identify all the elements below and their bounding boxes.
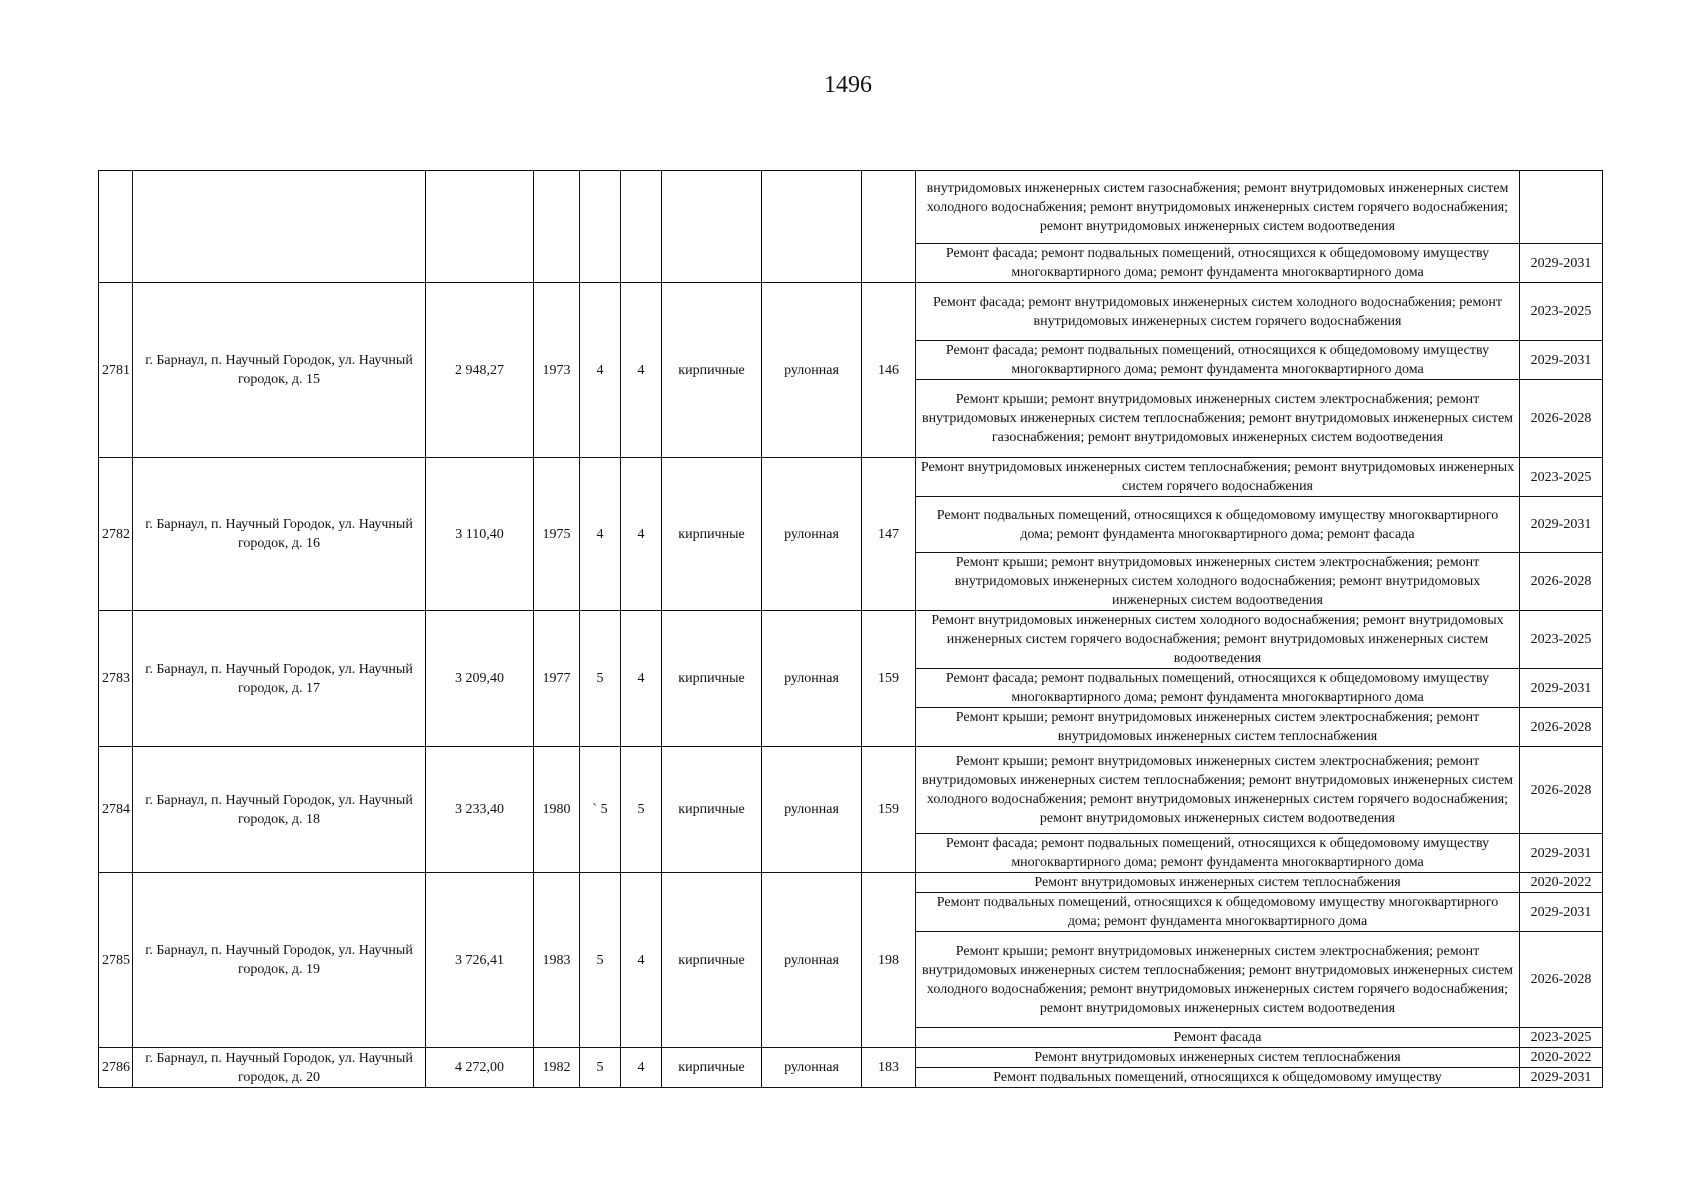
wall-material: кирпичные — [662, 747, 762, 873]
table-row — [99, 1048, 1603, 1068]
work-description: Ремонт внутридомовых инженерных систем холодного водоснабжения; ремонт внутридомовых инженерных систем горячего водоснабжения; ремонт внутридомовых инженерных систем водоотведения — [916, 611, 1520, 669]
roof-type: рулонная — [762, 283, 862, 458]
residents: 146 — [862, 283, 916, 458]
row-number: 2783 — [99, 611, 133, 747]
work-period: 2029-2031 — [1520, 497, 1603, 553]
roof-type: рулонная — [762, 458, 862, 611]
work-description: Ремонт фасада — [916, 1028, 1520, 1048]
build-year: 1975 — [534, 458, 580, 611]
floors-cell — [580, 171, 621, 283]
entrances-cell — [621, 171, 662, 283]
table-row — [99, 747, 1603, 834]
floors: ` 5 — [580, 747, 621, 873]
roof-type: рулонная — [762, 873, 862, 1048]
work-description: Ремонт крыши; ремонт внутридомовых инженерных систем электроснабжения; ремонт внутридомовых инженерных систем холодного водоснабжения; ремонт внутридомовых инженерных систем водоотведения — [916, 553, 1520, 611]
work-period: 2023-2025 — [1520, 1028, 1603, 1048]
table-row — [99, 458, 1603, 497]
residents: 159 — [862, 611, 916, 747]
work-period: 2023-2025 — [1520, 611, 1603, 669]
residents-cell — [862, 171, 916, 283]
total-area: 4 272,00 — [426, 1048, 534, 1088]
table-row — [99, 873, 1603, 893]
work-period: 2026-2028 — [1520, 708, 1603, 747]
work-period — [1520, 171, 1603, 244]
build-year: 1983 — [534, 873, 580, 1048]
work-description: Ремонт крыши; ремонт внутридомовых инженерных систем электроснабжения; ремонт внутридомовых инженерных систем теплоснабжения; ремонт внутридомовых инженерных систем холодного водоснабжения; ремонт внутридомовых инженерных систем горячего водоснабжения; ремонт внутридомовых инженерных систем водоотведения — [916, 932, 1520, 1028]
work-period: 2026-2028 — [1520, 380, 1603, 458]
address: г. Барнаул, п. Научный Городок, ул. Научный городок, д. 16 — [133, 458, 426, 611]
total-area: 3 233,40 — [426, 747, 534, 873]
floors: 5 — [580, 611, 621, 747]
row-number: 2784 — [99, 747, 133, 873]
work-description: Ремонт внутридомовых инженерных систем теплоснабжения; ремонт внутридомовых инженерных систем горячего водоснабжения — [916, 458, 1520, 497]
entrances: 4 — [621, 458, 662, 611]
entrances: 4 — [621, 611, 662, 747]
work-period: 2026-2028 — [1520, 932, 1603, 1028]
year-cell — [534, 171, 580, 283]
table-row — [99, 171, 1603, 244]
roof-type: рулонная — [762, 747, 862, 873]
row-number: 2781 — [99, 283, 133, 458]
row-number: 2782 — [99, 458, 133, 611]
area-cell — [426, 171, 534, 283]
build-year: 1982 — [534, 1048, 580, 1088]
entrances: 5 — [621, 747, 662, 873]
row-number: 2785 — [99, 873, 133, 1048]
residents: 198 — [862, 873, 916, 1048]
work-description: Ремонт фасада; ремонт подвальных помещений, относящихся к общедомовому имуществу многоквартирного дома; ремонт фундамента многоквартирного дома — [916, 669, 1520, 708]
roof-type: рулонная — [762, 1048, 862, 1088]
build-year: 1977 — [534, 611, 580, 747]
work-description: Ремонт подвальных помещений, относящихся к общедомовому имуществу многоквартирного дома; ремонт фундамента многоквартирного дома — [916, 893, 1520, 932]
total-area: 3 726,41 — [426, 873, 534, 1048]
work-period: 2029-2031 — [1520, 834, 1603, 873]
work-description: Ремонт крыши; ремонт внутридомовых инженерных систем электроснабжения; ремонт внутридомовых инженерных систем теплоснабжения; ремонт внутридомовых инженерных систем газоснабжения; ремонт внутридомовых инженерных систем водоотведения — [916, 380, 1520, 458]
address: г. Барнаул, п. Научный Городок, ул. Научный городок, д. 17 — [133, 611, 426, 747]
work-period: 2029-2031 — [1520, 244, 1603, 283]
wall-material: кирпичные — [662, 283, 762, 458]
work-description: Ремонт крыши; ремонт внутридомовых инженерных систем электроснабжения; ремонт внутридомовых инженерных систем теплоснабжения — [916, 708, 1520, 747]
residents: 159 — [862, 747, 916, 873]
work-description: Ремонт фасада; ремонт подвальных помещений, относящихся к общедомовому имуществу многоквартирного дома; ремонт фундамента многоквартирного дома — [916, 834, 1520, 873]
build-year: 1973 — [534, 283, 580, 458]
total-area: 3 209,40 — [426, 611, 534, 747]
table-row — [99, 283, 1603, 341]
wall-material: кирпичные — [662, 1048, 762, 1088]
floors: 4 — [580, 283, 621, 458]
work-description: Ремонт фасада; ремонт подвальных помещений, относящихся к общедомовому имуществу многоквартирного дома; ремонт фундамента многоквартирного дома — [916, 341, 1520, 380]
work-period: 2026-2028 — [1520, 747, 1603, 834]
work-description: Ремонт фасада; ремонт внутридомовых инженерных систем холодного водоснабжения; ремонт внутридомовых инженерных систем горячего водоснабжения — [916, 283, 1520, 341]
wall-material: кирпичные — [662, 458, 762, 611]
address-cell — [133, 171, 426, 283]
table-row — [99, 611, 1603, 669]
entrances: 4 — [621, 873, 662, 1048]
work-period: 2029-2031 — [1520, 893, 1603, 932]
total-area: 3 110,40 — [426, 458, 534, 611]
work-period: 2023-2025 — [1520, 458, 1603, 497]
work-description: Ремонт внутридомовых инженерных систем теплоснабжения — [916, 1048, 1520, 1068]
work-period: 2029-2031 — [1520, 341, 1603, 380]
work-period: 2029-2031 — [1520, 669, 1603, 708]
work-description: Ремонт фасада; ремонт подвальных помещений, относящихся к общедомовому имуществу многоквартирного дома; ремонт фундамента многоквартирного дома — [916, 244, 1520, 283]
work-period: 2020-2022 — [1520, 1048, 1603, 1068]
wall-material: кирпичные — [662, 873, 762, 1048]
address: г. Барнаул, п. Научный Городок, ул. Научный городок, д. 18 — [133, 747, 426, 873]
entrances: 4 — [621, 283, 662, 458]
work-period: 2020-2022 — [1520, 873, 1603, 893]
num-cell — [99, 171, 133, 283]
address: г. Барнаул, п. Научный Городок, ул. Научный городок, д. 20 — [133, 1048, 426, 1088]
floors: 5 — [580, 1048, 621, 1088]
address: г. Барнаул, п. Научный Городок, ул. Научный городок, д. 15 — [133, 283, 426, 458]
work-period: 2023-2025 — [1520, 283, 1603, 341]
work-description: Ремонт подвальных помещений, относящихся к общедомовому имуществу — [916, 1068, 1520, 1088]
work-description: внутридомовых инженерных систем газоснабжения; ремонт внутридомовых инженерных систем холодного водоснабжения; ремонт внутридомовых инженерных систем горячего водоснабжения; ремонт внутридомовых инженерных систем водоотведения — [916, 171, 1520, 244]
work-description: Ремонт крыши; ремонт внутридомовых инженерных систем электроснабжения; ремонт внутридомовых инженерных систем теплоснабжения; ремонт внутридомовых инженерных систем холодного водоснабжения; ремонт внутридомовых инженерных систем горячего водоснабжения; ремонт внутридомовых инженерных систем водоотведения — [916, 747, 1520, 834]
work-period: 2026-2028 — [1520, 553, 1603, 611]
total-area: 2 948,27 — [426, 283, 534, 458]
floors: 4 — [580, 458, 621, 611]
roof-cell — [762, 171, 862, 283]
registry-table — [98, 170, 1603, 1088]
row-number: 2786 — [99, 1048, 133, 1088]
work-description: Ремонт подвальных помещений, относящихся к общедомовому имуществу многоквартирного дома; ремонт фундамента многоквартирного дома; ремонт фасада — [916, 497, 1520, 553]
work-period: 2029-2031 — [1520, 1068, 1603, 1088]
wall-material: кирпичные — [662, 611, 762, 747]
build-year: 1980 — [534, 747, 580, 873]
walls-cell — [662, 171, 762, 283]
page-number: 1496 — [824, 72, 872, 98]
entrances: 4 — [621, 1048, 662, 1088]
address: г. Барнаул, п. Научный Городок, ул. Научный городок, д. 19 — [133, 873, 426, 1048]
work-description: Ремонт внутридомовых инженерных систем теплоснабжения — [916, 873, 1520, 893]
floors: 5 — [580, 873, 621, 1048]
roof-type: рулонная — [762, 611, 862, 747]
residents: 147 — [862, 458, 916, 611]
residents: 183 — [862, 1048, 916, 1088]
table-body — [99, 171, 1603, 1088]
